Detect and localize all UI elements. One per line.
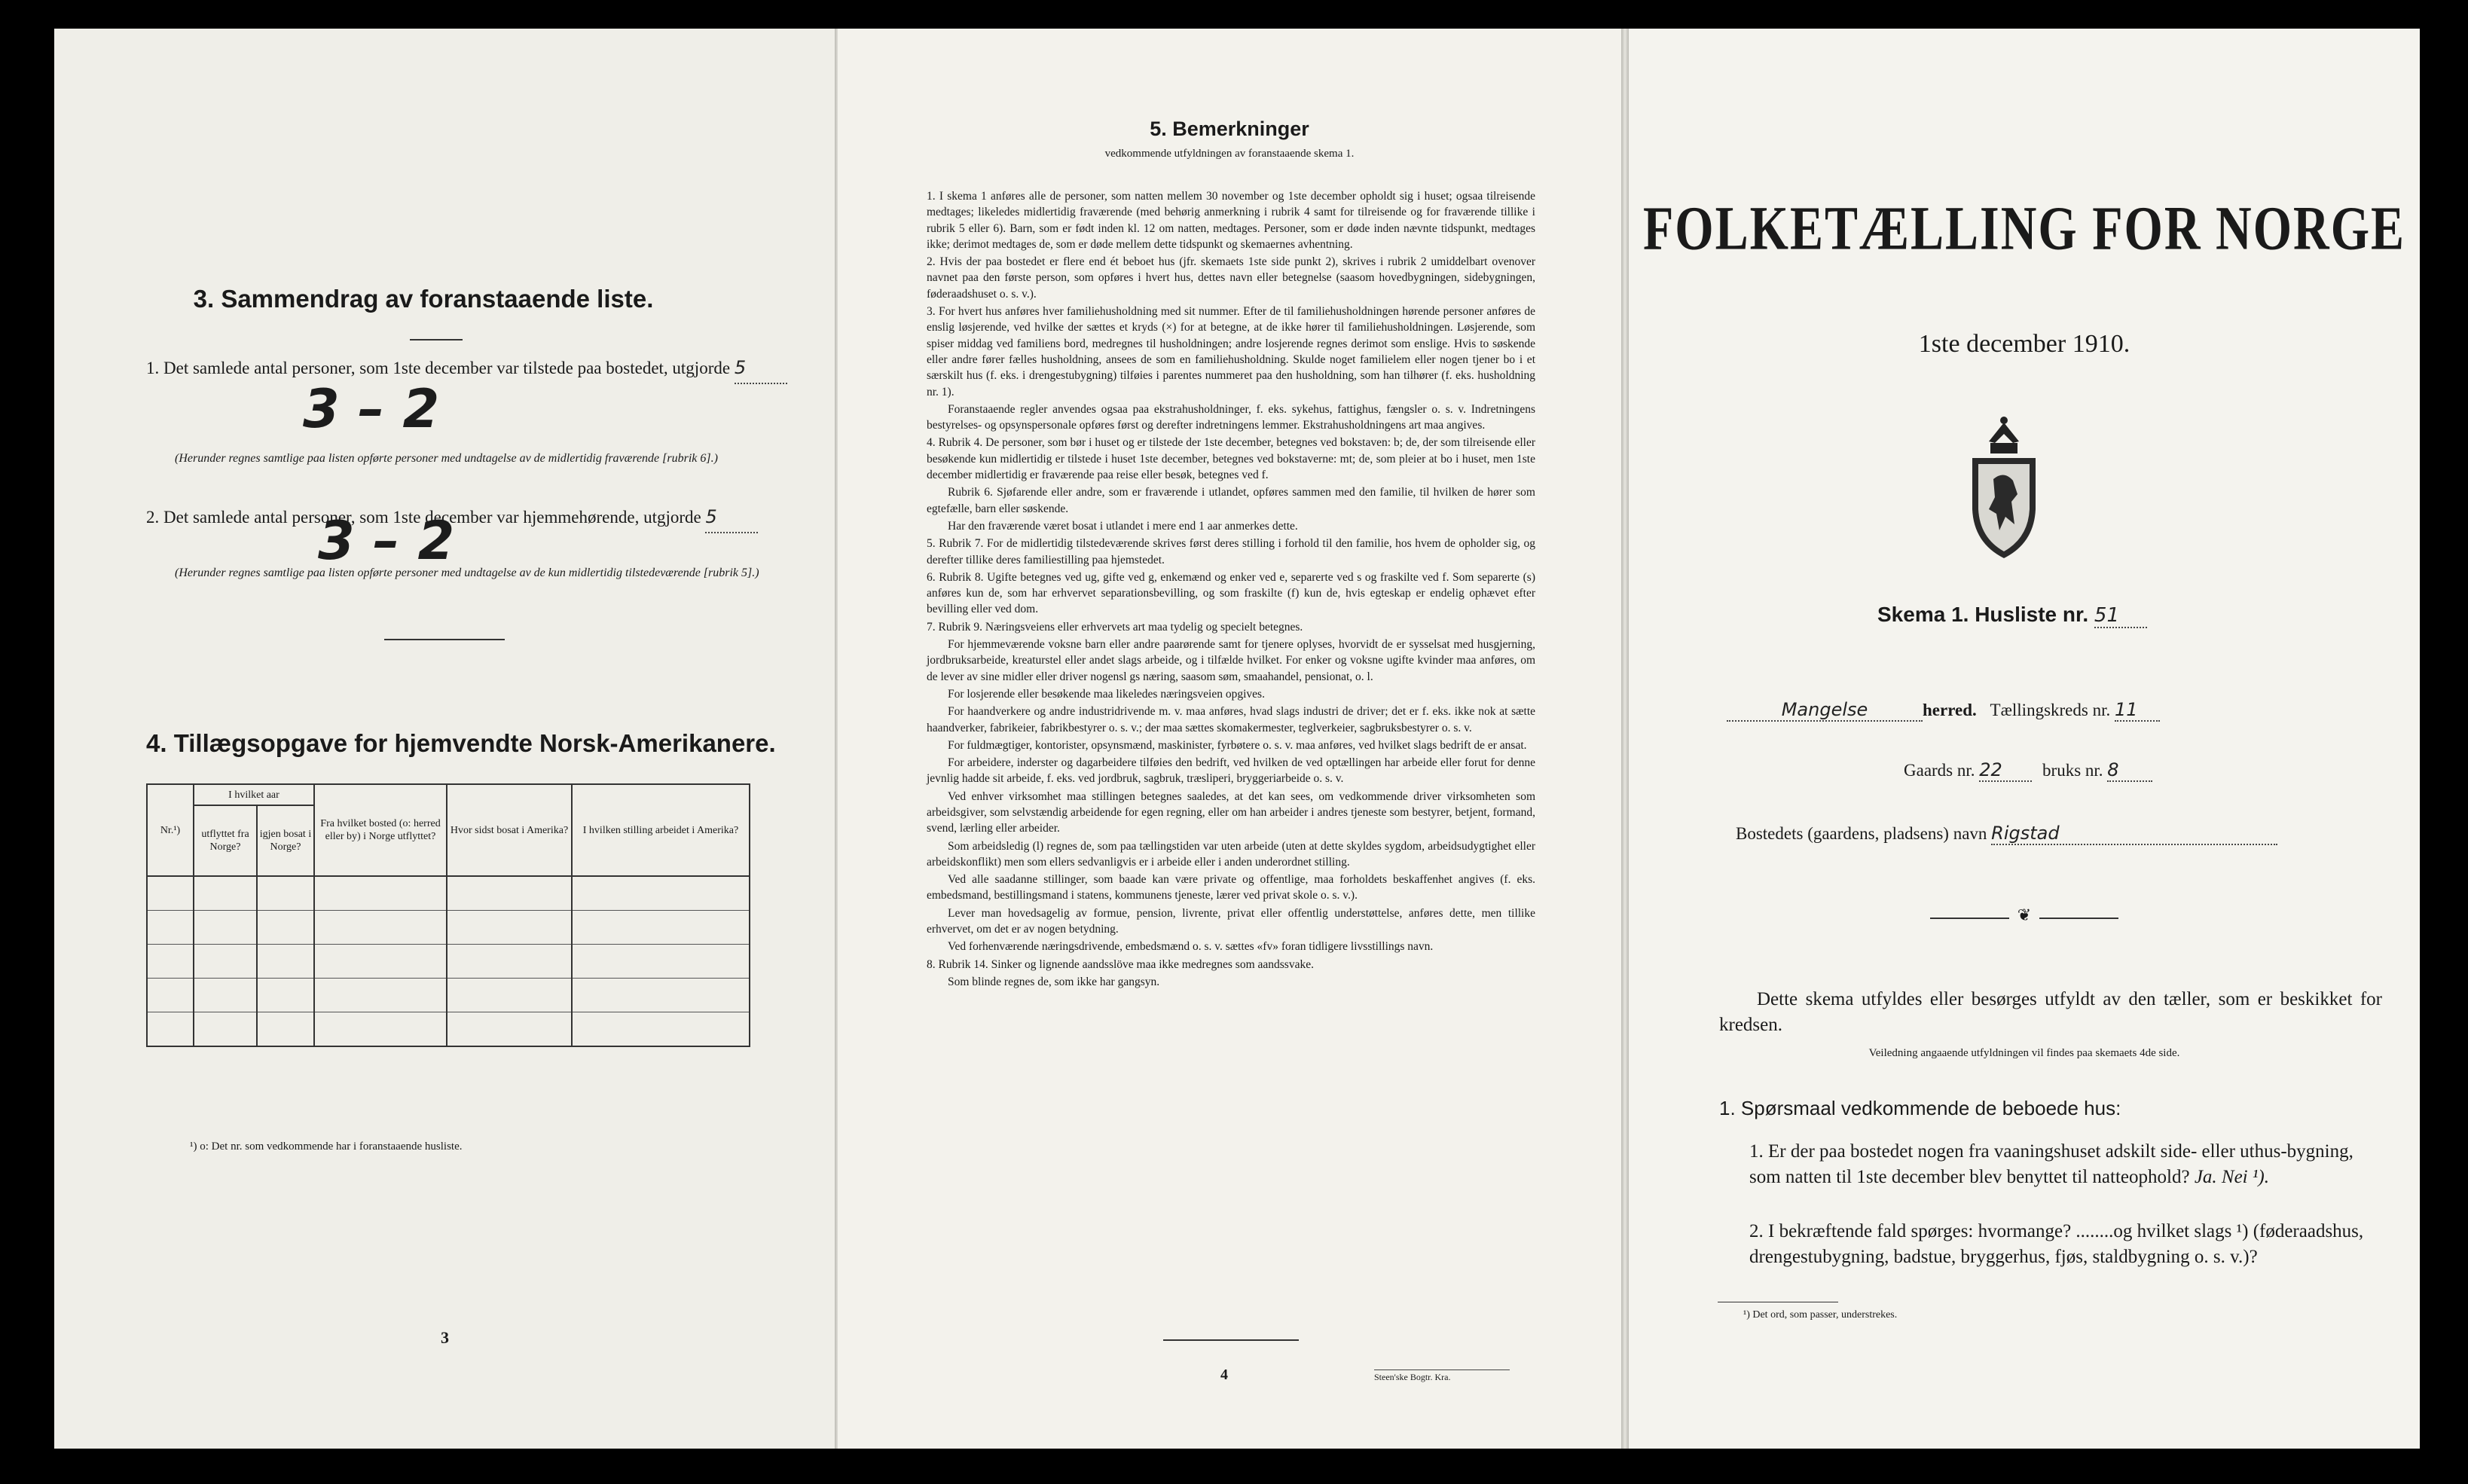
house-q2: 2. I bekræftende fald spørges: hvormange? ........og hvilket slags ¹) (føderaadshus, drengestubygning, badstue, bryggerhus, fjøs, staldbygning o. s. v.)?: [1749, 1221, 2364, 1267]
remarks-subtitle: vedkommende utfyldningen av foranstaaende skema 1.: [1104, 148, 1355, 160]
herred-line: [1727, 699, 2390, 722]
col-igjen-header: igjen bosat i Norge?: [257, 805, 314, 876]
remark-item: For fuldmægtiger, kontorister, opsynsmænd, maskinister, fyrbøtere o. s. v. maa anføres, ved hvilket slags bedrift de er ansat.: [948, 738, 1527, 752]
summary-q2-handwriting: 3 – 2: [318, 510, 455, 572]
norsk-amerikanere-table: [146, 783, 750, 1047]
remark-item: Rubrik 6. Sjøfarende eller andre, som er fraværende i utlandet, opføres sammen med den familie, til hvilken de hører som egtefælle, barn eller søskende.: [927, 486, 1535, 515]
main-title: FOLKETÆLLING FOR NORGE: [1642, 194, 2406, 263]
remark-item: 1. I skema 1 anføres alle de personer, som natten mellem 30 november og 1ste december opholdt sig i huset; ogsaa tilreisende medtages; likeledes midlertidig fraværende (med behørig anmerkning i rubrik 4 samt for tilreisende og for fraværende tillike i rubrik 5 eller 6). Barn, som er født inden kl. 12 om natten, medtages. Personer, som er døde inden nævnte tidspunkt, medtages ikke; derimot medtages de, som er døde mellem dette tidspunkt og skemaernes avhentning.: [927, 190, 1535, 251]
remark-item: Foranstaaende regler anvendes ogsaa paa ekstrahusholdninger, f. eks. sykehus, fattighus, fængsler o. s. v. Indretningens bestyrelses- og opsynspersonale opføres først og derefter indretningens lemmer. Ekstrahusholdningens art maa angives.: [927, 402, 1535, 432]
printer-mark: Steen'ske Bogtr. Kra.: [1374, 1369, 1510, 1383]
page-number: 4: [1220, 1366, 1228, 1383]
remark-item: 2. Hvis der paa bostedet er flere end ét beboet hus (jfr. skemaets 1ste side punkt 2), skrives i rubrik 2 umiddelbart ovenover navnet paa den første person, som opføres i hvert hus, dettes navn eller betegnelse (saasom hovedbygningen, sidebygningen, føderaadshuset o. s. v.).: [927, 255, 1535, 301]
summary-q1: [146, 353, 817, 384]
remark-item: Ved alle saadanne stillinger, som baade kan være private og offentlige, maa forholdets beskaffenhet angives (f. eks. embedsmand, bestillingsmand i statens, kommunens tjeneste, lærer ved privat skole o. s. v.).: [927, 873, 1535, 902]
table-row: [147, 979, 750, 1012]
page-fold: [1621, 29, 1629, 1449]
house-q1-answer: Ja. Nei ¹).: [2194, 1167, 2269, 1187]
house-q1-text: 1. Er der paa bostedet nogen fra vaaningshuset adskilt side- eller uthus-bygning, som natten til 1ste december blev benyttet til natteophold?: [1749, 1141, 2353, 1187]
footnote: ¹) Det ord, som passer, understrekes.: [1743, 1309, 1898, 1321]
remark-item: 7. Rubrik 9. Næringsveiens eller erhvervets art maa tydelig og specielt betegnes.: [927, 620, 1303, 634]
bosted-label: Bostedets (gaardens, pladsens) navn: [1736, 824, 1987, 843]
krets-label: Tællingskreds nr.: [1990, 701, 2111, 719]
section-4-title: 4. Tillægsopgave for hjemvendte Norsk-Amerikanere.: [146, 729, 776, 757]
ornament-icon: ❦: [2009, 905, 2039, 925]
remark-item: Ved forhenværende næringsdrivende, embedsmænd o. s. v. sættes «fv» foran tidligere livsstillings navn.: [948, 940, 1434, 954]
remark-item: Som blinde regnes de, som ikke har gangsyn.: [948, 975, 1160, 988]
summary-q2-value: 5: [705, 502, 758, 533]
remarks-list: [927, 188, 1535, 991]
skema-line: [1877, 603, 2147, 628]
table-row: [147, 876, 750, 911]
col-hvor-header: Hvor sidst bosat i Amerika?: [447, 784, 572, 876]
bruks-value: 8: [2107, 759, 2152, 782]
questions-header: 1. Spørsmaal vedkommende de beboede hus:: [1719, 1097, 2121, 1119]
remark-item: 8. Rubrik 14. Sinker og lignende aandsslöve maa ikke medregnes som aandssvake.: [927, 957, 1314, 971]
section-3-title: 3. Sammendrag av foranstaaende liste.: [193, 285, 654, 313]
divider: [410, 339, 463, 340]
herred-label: herred.: [1923, 701, 1977, 719]
page-number: 3: [441, 1328, 449, 1347]
remark-item: For haandverkere og andre industridrivende m. v. maa anføres, hvad slags industri de driver; det er f. eks. ikke nok at sætte haandverker, fabrikeier, fabrikbestyrer o. s. v.; der maa sættes skomakermester, teglverkeier, sagbruksbestyrer o. s. v.: [927, 705, 1535, 734]
skema-label: Skema 1. Husliste nr.: [1877, 603, 2089, 626]
divider: [1163, 1339, 1299, 1341]
remark-item: 4. Rubrik 4. De personer, som bør i huset og er tilstede der 1ste december, betegnes ved bokstaven: b; de, der som tilreisende eller besøkende kun midlertidig er tilstede i huset 1ste december, betegnes ved bokstaverne: mt; de, som pleier at bo i huset, men 1ste december midlertidig er fraværende paa reise eller besøk, betegnes ved f.: [927, 436, 1535, 482]
table-footnote: ¹) o: Det nr. som vedkommende har i foranstaaende husliste.: [190, 1140, 463, 1153]
remark-item: Lever man hovedsagelig av formue, pension, livrente, privat eller offentlig understøttelse, anføres dette, men tillike erhvervet, om det er av nogen betydning.: [927, 906, 1535, 936]
remark-item: For arbeidere, inderster og dagarbeidere tilføies den bedrift, ved hvilken de ved optællingen har arbeide eller forut for denne jevnlig hadde sit arbeide, f. eks. ved jordbruk, sagbruk, træsliperi, bryggeriarbeide o. s. v.: [927, 756, 1535, 786]
table-row: [147, 1012, 750, 1047]
house-q1: [1749, 1139, 2378, 1190]
remark-item: 3. For hvert hus anføres hver familiehusholdning med sit nummer. Efter de til familiehusholdningen hørende personer anføres de enslig løsjerende, ved hvilke der sættes et kryds (×) for at betegne, at de ikke hører til familiehusholdningen. Løsjerende, som spiser middag ved familiens bord, medregnes til husholdningen; andre losjerende regnes derimot som enslige. Hvis to søskende eller andre fører fælles husholdning, ansees de som en familiehusholdning. Skulde noget familielem eller nogen tjener bo i et særskilt hus (f. eks. i drengestubygning) tilføies i parentes nummeret paa den husholdning, som han tilhører (f. eks. husholdning nr. 1).: [927, 305, 1535, 398]
gaards-value: 22: [1979, 759, 2032, 782]
coat-of-arms-icon: [1959, 404, 2049, 562]
remark-item: 6. Rubrik 8. Ugifte betegnes ved ug, gifte ved g, enkemænd og enker ved e, separerte ved s og fraskilte ved f. Som separerte (s) anføres kun de, som har erhvervet separationsbevilling, og som fraskilte (f) kun de, hvis egteskap er endelig ophævet efter bevilling eller ved dom.: [927, 570, 1535, 616]
remark-item: 5. Rubrik 7. For de midlertidig tilstedeværende skrives først deres stilling i forhold til den familie, hos hvem de opholder sig, og derefter tillike deres familiestilling paa hjemstedet.: [927, 537, 1535, 566]
summary-q1-note: (Herunder regnes samtlige paa listen opførte personer med undtagelse av de midlertidig fraværende [rubrik 6].): [175, 452, 718, 465]
intro-text: Dette skema utfyldes eller besørges utfyldt av den tæller, som er beskikket for kredsen.: [1719, 989, 2382, 1035]
col-utflyttet-header: utflyttet fra Norge?: [194, 805, 257, 876]
veiledning-text: Veiledning angaaende utfyldningen vil findes paa skemaets 4de side.: [1868, 1047, 2180, 1059]
remark-item: Som arbeidsledig (l) regnes de, som paa tællingstiden var uten arbeide (uten at dette skyldes sygdom, arbeidsudygtighet eller arbeidskonflikt) men som ellers sedvanligvis er i arbeide eller i anden underordnet stilling.: [927, 839, 1535, 869]
col-nr-header: Nr.¹): [147, 784, 194, 876]
gaards-line: [1904, 759, 2152, 782]
bruks-label: bruks nr.: [2042, 761, 2103, 780]
krets-value: 11: [2115, 699, 2160, 722]
remark-item: For hjemmeværende voksne barn eller andre paarørende samt for tjenere oplyses, hvorvidt de er sysselsat med husgjerning, jordbruksarbeide, kreaturstel eller andet slags arbeide, og i tilfælde hvilket. For enker og voksne ugifte kvinder maa anføres, om de lever av sine midler eller driver nogensl gs næring, saasom søm, smaahandel, pensionat, o. l.: [927, 638, 1535, 683]
remarks-title: 5. Bemerkninger: [1150, 118, 1309, 140]
col-group-header: I hvilket aar: [194, 784, 314, 805]
summary-q1-handwriting: 3 – 2: [303, 378, 440, 440]
summary-q1-value: 5: [735, 353, 787, 384]
table-row: [147, 911, 750, 945]
husliste-number: 51: [2094, 604, 2147, 628]
summary-q1-text: 1. Det samlede antal personer, som 1ste december var tilstede paa bostedet, utgjorde: [146, 359, 731, 377]
gaards-label: Gaards nr.: [1904, 761, 1975, 780]
summary-q2: [146, 502, 817, 533]
page-4: [838, 29, 1621, 1449]
summary-q2-note: (Herunder regnes samtlige paa listen opførte personer med undtagelse av de kun midlertidig tilstedeværende [rubrik 5].): [175, 566, 759, 579]
page-3: [54, 29, 838, 1449]
bosted-line: [1736, 823, 2414, 845]
summary-q2-text: 2. Det samlede antal personer, som 1ste december var hjemmehørende, utgjorde: [146, 508, 701, 527]
census-date: 1ste december 1910.: [1918, 330, 2130, 358]
herred-value: Mangelse: [1727, 699, 1923, 722]
remark-item: Ved enhver virksomhet maa stillingen betegnes saaledes, at det kan sees, om vedkommende driver virksomheten som arbeidsgiver, som selvstændig arbeidende for egen regning, eller om han arbeider i andres tjeneste som bestyrer, betjent, formand, svend, lærling eller arbeider.: [927, 789, 1535, 835]
col-stilling-header: I hvilken stilling arbeidet i Amerika?: [572, 784, 750, 876]
col-fra-header: Fra hvilket bosted (o: herred eller by) i Norge utflyttet?: [314, 784, 447, 876]
remark-item: Har den fraværende været bosat i utlandet i mere end 1 aar anmerkes dette.: [948, 519, 1298, 533]
page-1-cover: [1629, 29, 2420, 1449]
divider: [384, 639, 505, 640]
table-row: [147, 945, 750, 979]
remark-item: For losjerende eller besøkende maa likeledes næringsveien opgives.: [948, 687, 1265, 701]
bosted-value: Rigstad: [1991, 823, 2277, 845]
